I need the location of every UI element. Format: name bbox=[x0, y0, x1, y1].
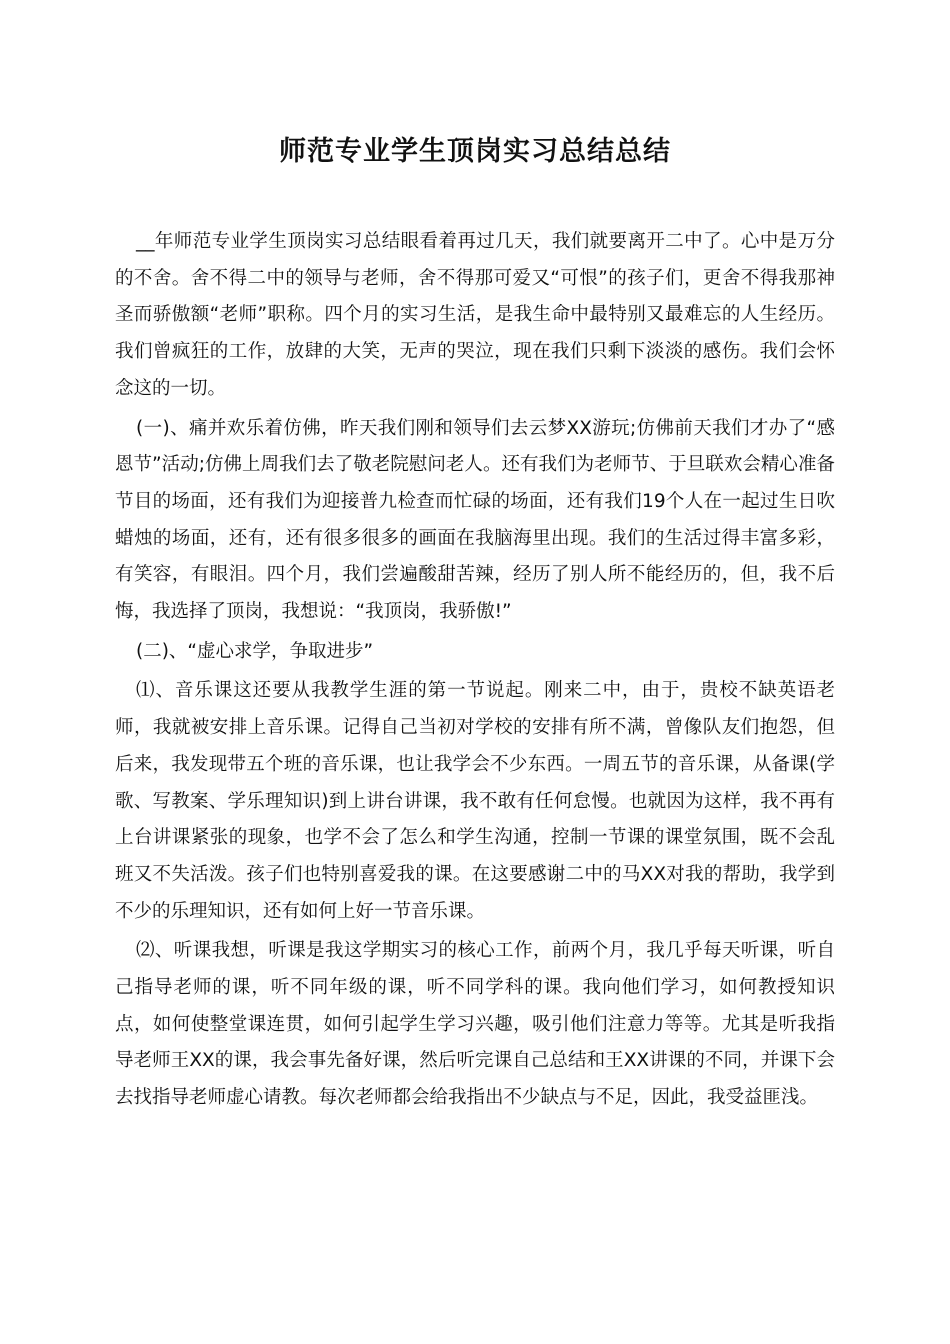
paragraph-intro: __年师范专业学生顶岗实习总结眼看着再过几天，我们就要离开二中了。心中是万分的不舍。舍不得二中的领导与老师，舍不得那可爱又“可恨”的孩子们，更舍不得我那神圣而骄傲额“老师”职称。四个月的实习生活，是我生命中最特别又最难忘的人生经历。我们曾疯狂的工作，放肆的大笑，无声的哭泣，现在我们只剩下淡淡的感伤。我们会怀念这的一切。 bbox=[115, 231, 835, 399]
paragraph-section-one: (一)、痛并欢乐着仿佛，昨天我们刚和领导们去云梦XX游玩;仿佛前天我们才办了“感恩节”活动;仿佛上周我们去了敬老院慰问老人。还有我们为老师节、于旦联欢会精心准备节目的场面，还有我们为迎接普九检查而忙碌的场面，还有我们19个人在一起过生日吹蜡烛的场面，还有，还有很多很多的画面在我脑海里出现。我们的生活过得丰富多彩，有笑容，有眼泪。四个月，我们尝遍酸甜苦辣，经历了别人所不能经历的，但，我不后悔，我选择了顶岗，我想说：“我顶岗，我骄傲!” bbox=[115, 417, 835, 623]
paragraph-section-two-heading: (二)、“虚心求学，争取进步” bbox=[136, 640, 374, 662]
document-title: 师范专业学生顶岗实习总结总结 bbox=[279, 136, 671, 167]
paragraph-music-class: ⑴、音乐课这还要从我教学生涯的第一节说起。刚来二中，由于，贵校不缺英语老师，我就被安排上音乐课。记得自己当初对学校的安排有所不满，曾像队友们抱怨，但后来，我发现带五个班的音乐课，也让我学会不少东西。一周五节的音乐课，从备课(学歌、写教案、学乐理知识)到上讲台讲课，我不敢有任何怠慢。也就因为这样，我不再有上台讲课紧张的现象，也学不会了怎么和学生沟通，控制一节课的课堂氛围，既不会乱班又不失活泼。孩子们也特别喜爱我的课。在这要感谢二中的马XX对我的帮助，我学到不少的乐理知识，还有如何上好一节音乐课。 bbox=[115, 680, 835, 922]
document-body bbox=[115, 224, 835, 1120]
paragraph-class-observation: ⑵、听课我想，听课是我这学期实习的核心工作，前两个月，我几乎每天听课，听自己指导老师的课，听不同年级的课，听不同学科的课。我向他们学习，如何教授知识点，如何使整堂课连贯，如何引起学生学习兴趣，吸引他们注意力等等。尤其是听我指导老师王XX的课，我会事先备好课，然后听完课自己总结和王XX讲课的不同，并课下会去找指导老师虚心请教。每次老师都会给我指出不少缺点与不足，因此，我受益匪浅。 bbox=[115, 940, 835, 1109]
